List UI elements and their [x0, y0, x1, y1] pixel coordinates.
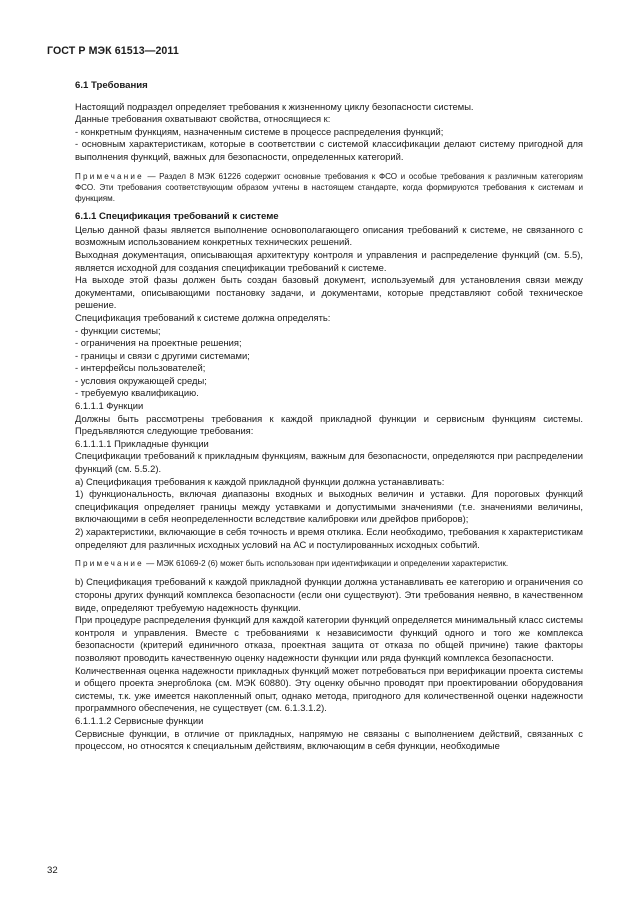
page-number: 32 [47, 865, 58, 876]
list-item: - основным характеристикам, которые в соответствии с системой классификации делают систему пригодной для выполнения функций, важных для безопасности, определенных категорий. [75, 138, 583, 162]
paragraph: а) Спецификация требования к каждой прикладной функции должна устанавливать: [75, 475, 445, 487]
note-text: — МЭК 61069-2 (6) может быть использован при идентификации и определении характеристик. [143, 559, 509, 569]
paragraph: На выходе этой фазы должен быть создан базовый документ, используемый для установления связи между документами, описывающими постановку задачи, и документами, которые представляют собой техническое решение. [75, 274, 583, 311]
paragraph: Настоящий подраздел определяет требования к жизненному циклу безопасности системы. [75, 100, 474, 112]
paragraph: Целью данной фазы является выполнение основополагающего описания требований к системе, не связанного с возможным использованием конкретных технических решений. [75, 223, 583, 248]
list-item: - конкретным функциям, назначенным системе в процессе распределения функций; [75, 125, 444, 137]
note-label: Примечание [75, 559, 144, 569]
clause-title: 6.1.1.1 Функции [75, 400, 144, 412]
paragraph: Количественная оценка надежности прикладных функций может потребоваться при верификации проекта системы и общего проекта энергоблока (см. МЭК 60880). Эту оценку обычно проводят при проектировании оборудования системы, т.к. уже имеется накопленный опыт, однако метода, пригодного для количественной оценки надежности программного обеспечения, не существует (см. 6.1.3.1.2). [75, 664, 583, 714]
paragraph: Сервисные функции, в отличие от прикладных, напрямую не связаны с выполнением действий, связанных с процессом, но относятся к специальным действиям, включающим в себя функции, необходимые [75, 727, 583, 752]
paragraph: b) Спецификация требований к каждой прикладной функции должна устанавливать ее категорию и ограничения со стороны других функций комплекса безопасности (если они существуют). Эти требования неявно, в качественном виде, определяют требуемую надежность функции. [75, 576, 583, 613]
list-item: - ограничения на проектные решения; [75, 337, 242, 349]
list-item: - интерфейсы пользователей; [75, 362, 206, 374]
paragraph: Спецификации требований к прикладным функциям, важным для безопасности, определяются при распределении функций (см. 5.5.2). [75, 450, 583, 475]
note-text: — Раздел 8 МЭК 61226 содержит основные требования к ФСО и особые требования к различным категориям ФСО. Эти требования соответствующим образом учтены в настоящем стандарте, когда формируются требования к системам и функциям. [75, 171, 583, 203]
list-item: - условия окружающей среды; [75, 374, 207, 386]
paragraph: Данные требования охватывают свойства, относящиеся к: [75, 113, 331, 125]
subsection-title: 6.1.1 Спецификация требований к системе [75, 211, 279, 223]
paragraph: 2) характеристики, включающие в себя точность и время отклика. Если необходимо, требования к характеристикам определяют для различных исходных условий на АС и постулированных исходных событий. [75, 526, 583, 550]
paragraph: 1) функциональность, включая диапазоны входных и выходных величин и уставки. Для пороговых функций спецификация определяет границы между уставками и допустимыми значениями (т.е. значениями величины, включающими в себя неопределенности вследствие калибровки или дрейфов приборов); [75, 488, 583, 525]
note [75, 558, 583, 569]
list-item: - требуемую квалификацию. [75, 387, 199, 399]
clause-title: 6.1.1.1.1 Прикладные функции [75, 437, 209, 449]
paragraph: Выходная документация, описывающая архитектуру контроля и управления и распределение функций (см. 5.5), является исходной для создания спецификации требований к системе. [75, 248, 583, 273]
section-title: 6.1 Требования [75, 80, 148, 91]
paragraph: Должны быть рассмотрены требования к каждой прикладной функции и сервисным функциям системы. Предъявляются следующие требования: [75, 412, 583, 437]
page-content [75, 80, 583, 753]
list-item: - функции системы; [75, 324, 161, 336]
list-item: - границы и связи с другими системами; [75, 349, 250, 361]
document-code-header: ГОСТ Р МЭК 61513—2011 [47, 45, 179, 57]
note-label: Примечание [75, 171, 144, 181]
paragraph: Спецификация требований к системе должна определять: [75, 311, 331, 323]
clause-title: 6.1.1.1.2 Сервисные функции [75, 714, 204, 726]
note [75, 171, 583, 205]
paragraph: При процедуре распределения функций для каждой категории функций определяется минимальный класс системы контроля и управления. Вместе с требованиями к независимости функций одного и того же комплекса безопасности (критерий единичного отказа, проектная защита от отказа по общей причине) такие факторы позволяют проводить качественную оценку надежности функции или ряда функций комплекса безопасности. [75, 614, 583, 663]
